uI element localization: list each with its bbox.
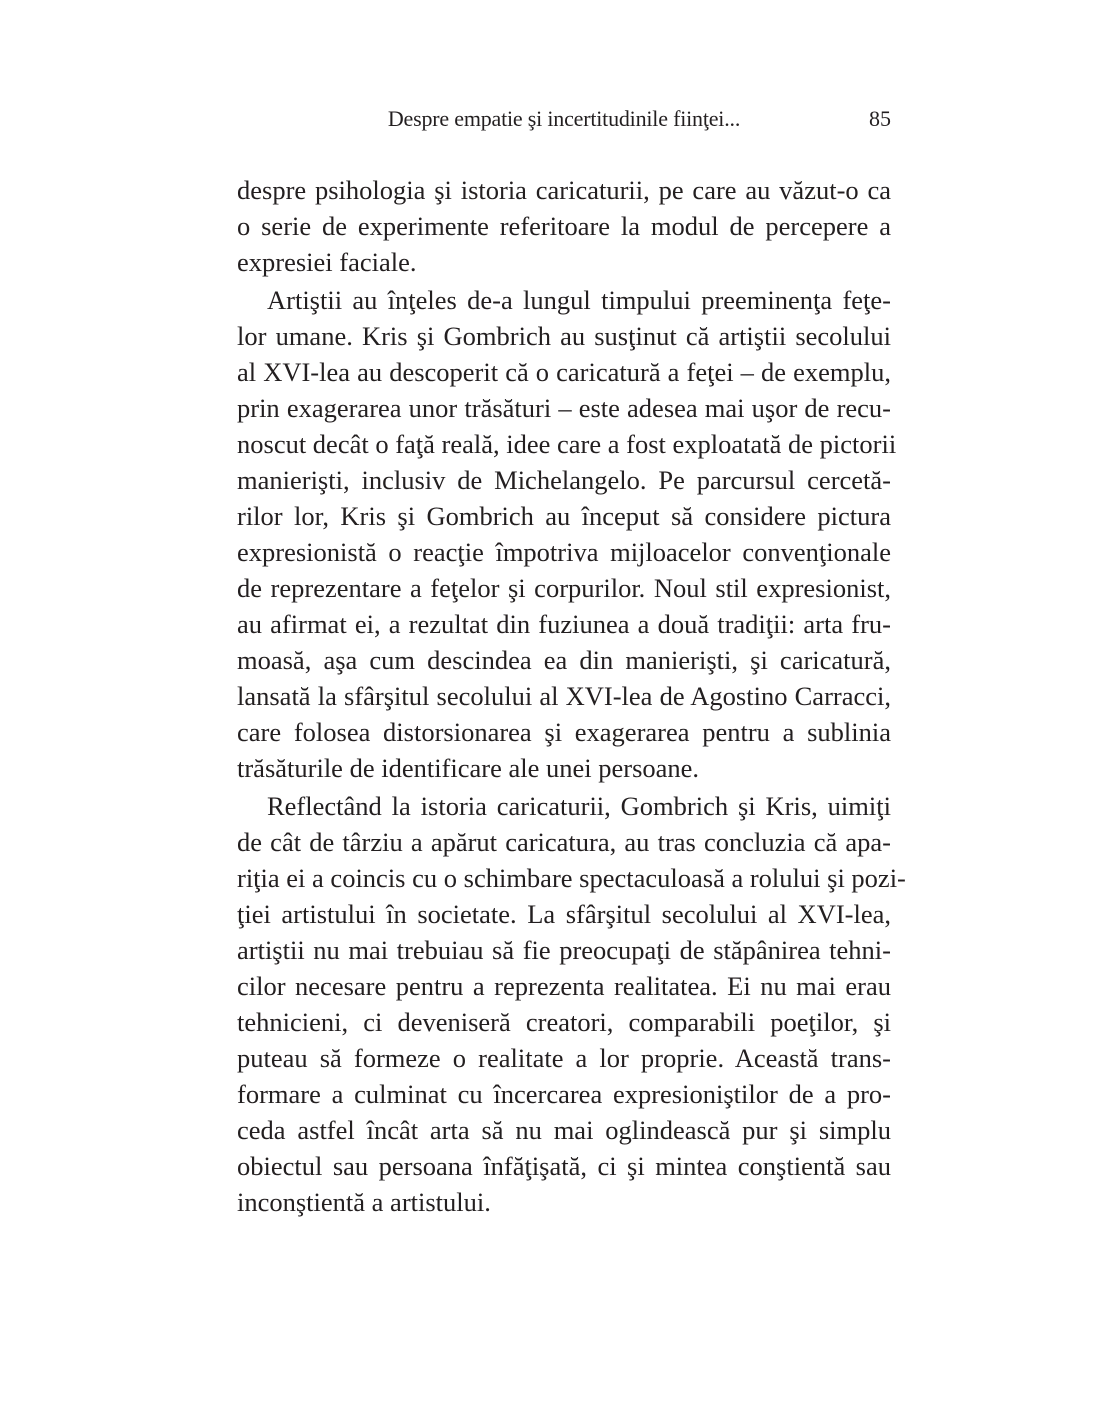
text-line: au afirmat ei, a rezultat din fuziunea a două tradiţii: arta fru- xyxy=(237,609,891,639)
text-line: moasă, aşa cum descindea ea din manierişti, şi caricatură, xyxy=(237,645,891,675)
text-line: care folosea distorsionarea şi exagerarea pentru a sublinia xyxy=(237,717,891,747)
text-line: puteau să formeze o realitate a lor proprie. Această trans- xyxy=(237,1043,891,1073)
text-line: Artiştii au înţeles de-a lungul timpului preeminenţa feţe- xyxy=(267,285,891,315)
page-number: 85 xyxy=(869,106,891,131)
paragraph xyxy=(237,172,891,280)
running-title: Despre empatie şi incertitudinile fiinţei... xyxy=(387,106,741,131)
text-line: ţiei artistului în societate. La sfârşitul secolului al XVI-lea, xyxy=(237,899,891,929)
text-line: rilor lor, Kris şi Gombrich au început să considere pictura xyxy=(237,501,891,531)
text-line: obiectul sau persoana înfăţişată, ci şi mintea conştientă sau xyxy=(237,1151,891,1181)
text-line: expresiei faciale. xyxy=(237,247,417,277)
body-text xyxy=(237,172,906,1222)
text-line: de cât de târziu a apărut caricatura, au tras concluzia că apa- xyxy=(237,827,891,857)
text-line: despre psihologia şi istoria caricaturii, pe care au văzut-o ca xyxy=(237,175,891,205)
running-header xyxy=(237,106,891,138)
text-line: expresionistă o reacţie împotriva mijloacelor convenţionale xyxy=(237,537,891,567)
text-line: ceda astfel încât arta să nu mai oglindească pur şi simplu xyxy=(237,1115,891,1145)
text-line: inconştientă a artistului. xyxy=(237,1187,491,1217)
text-line: riţia ei a coincis cu o schimbare spectaculoasă a rolului şi pozi- xyxy=(237,863,906,893)
paragraph xyxy=(237,282,897,786)
text-line: al XVI-lea au descoperit că o caricatură a feţei – de exemplu, xyxy=(237,357,891,387)
text-line: lansată la sfârşitul secolului al XVI-lea de Agostino Carracci, xyxy=(237,681,891,711)
paragraph xyxy=(237,788,906,1220)
text-line: trăsăturile de identificare ale unei persoane. xyxy=(237,753,700,783)
text-line: lor umane. Kris şi Gombrich au susţinut că artiştii secolului xyxy=(237,321,891,351)
text-line: noscut decât o faţă reală, idee care a fost exploatată de pictorii xyxy=(237,429,897,459)
text-line: de reprezentare a feţelor şi corpurilor. Noul stil expresionist, xyxy=(237,573,891,603)
text-line: manierişti, inclusiv de Michelangelo. Pe parcursul cercetă- xyxy=(237,465,891,495)
text-line: o serie de experimente referitoare la modul de percepere a xyxy=(237,211,891,241)
text-line: formare a culminat cu încercarea expresioniştilor de a pro- xyxy=(237,1079,891,1109)
text-line: Reflectând la istoria caricaturii, Gombrich şi Kris, uimiţi xyxy=(267,791,891,821)
text-line: tehnicieni, ci deveniseră creatori, comparabili poeţilor, şi xyxy=(237,1007,891,1037)
text-line: prin exagerarea unor trăsături – este adesea mai uşor de recu- xyxy=(237,393,891,423)
text-line: artiştii nu mai trebuiau să fie preocupaţi de stăpânirea tehni- xyxy=(237,935,891,965)
text-line: cilor necesare pentru a reprezenta realitatea. Ei nu mai erau xyxy=(237,971,891,1001)
